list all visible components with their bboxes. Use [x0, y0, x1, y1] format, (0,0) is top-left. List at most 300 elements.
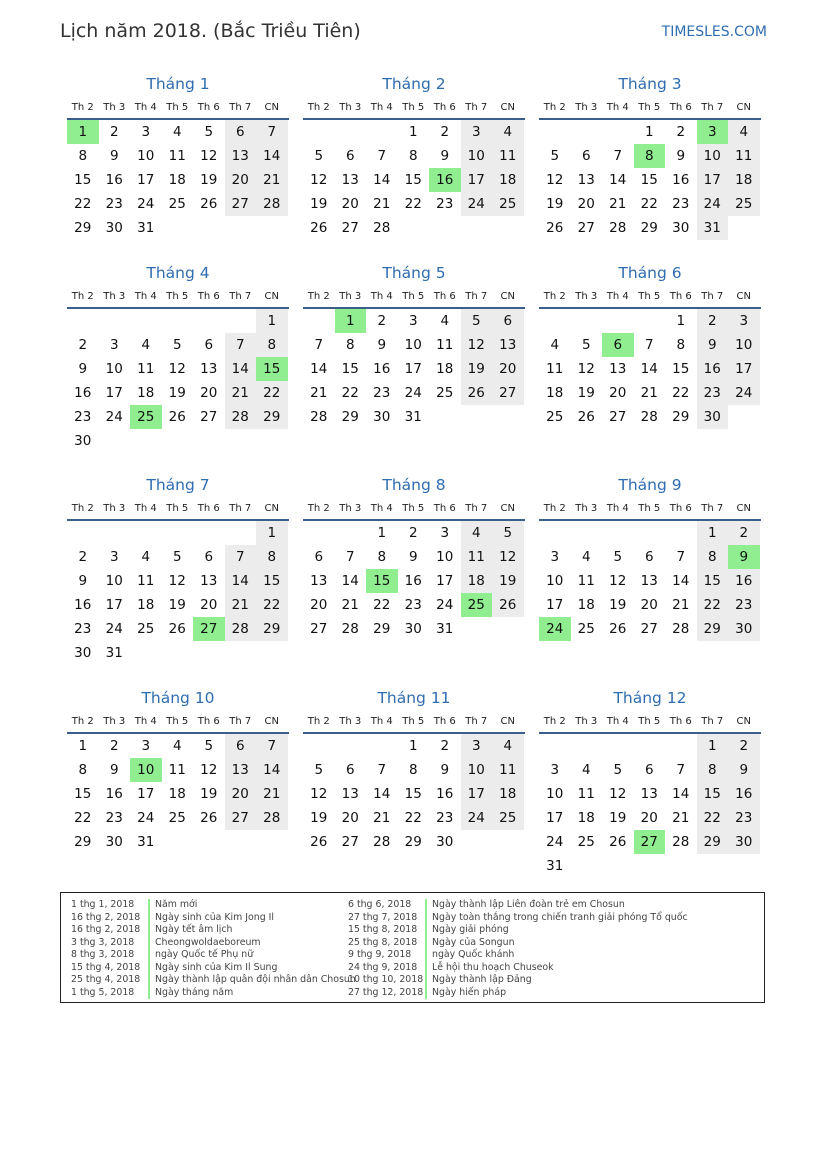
day-cell: 10	[546, 573, 564, 589]
day-cell: 5	[461, 309, 493, 333]
weekday-header	[303, 96, 525, 120]
weekday-label: Th 2	[71, 101, 94, 113]
day-cell: 24	[105, 621, 123, 637]
weekday-label: Th 7	[229, 101, 252, 113]
day-cell: 6	[644, 549, 654, 565]
holiday-marker	[425, 899, 427, 912]
week-row	[539, 617, 761, 641]
day-cell: 25	[728, 192, 760, 216]
day-cell: 23	[436, 810, 454, 826]
holiday-day-cell: 10	[130, 758, 162, 782]
holiday-column-right	[348, 899, 688, 999]
holiday-name: Ngày thành lập quân đội nhân dân Chosun	[155, 974, 356, 985]
day-cell: 11	[168, 148, 186, 164]
empty-cell	[492, 830, 524, 854]
weekday-label: Th 3	[339, 715, 362, 727]
empty-cell	[162, 521, 194, 545]
weekday-label: Th 6	[197, 715, 220, 727]
day-cell: 9	[377, 337, 387, 353]
week-row	[303, 593, 525, 617]
week-row	[539, 854, 761, 878]
day-cell: 17	[461, 782, 493, 806]
day-cell: 18	[728, 168, 760, 192]
day-cell: 28	[672, 834, 690, 850]
weekday-label: Th 7	[701, 715, 724, 727]
empty-cell	[492, 405, 524, 429]
week-row	[303, 168, 525, 192]
day-cell: 23	[728, 806, 760, 830]
weekday-label: Th 7	[701, 502, 724, 514]
day-cell: 9	[697, 333, 729, 357]
day-cell: 18	[492, 168, 524, 192]
empty-cell	[571, 120, 603, 144]
weekday-header	[303, 497, 525, 521]
day-cell: 5	[172, 337, 182, 353]
week-row	[539, 782, 761, 806]
day-cell: 28	[341, 621, 359, 637]
day-cell: 1	[697, 734, 729, 758]
day-cell: 1	[408, 124, 418, 140]
day-cell: 31	[546, 858, 564, 874]
day-cell: 19	[310, 810, 328, 826]
week-row	[67, 521, 289, 545]
week-row	[539, 806, 761, 830]
day-cell: 15	[697, 782, 729, 806]
day-cell: 5	[204, 124, 214, 140]
day-cell: 23	[105, 810, 123, 826]
holiday-entry	[71, 899, 356, 912]
weekday-label: Th 3	[103, 502, 126, 514]
weekday-header	[67, 285, 289, 309]
day-cell: 15	[74, 786, 92, 802]
holiday-date: 8 thg 3, 2018	[71, 949, 135, 960]
weekday-header	[539, 710, 761, 734]
weekday-label: Th 6	[669, 101, 692, 113]
day-cell: 16	[105, 172, 123, 188]
day-cell: 8	[697, 545, 729, 569]
empty-cell	[602, 521, 634, 545]
empty-cell	[130, 429, 162, 453]
month-title: Tháng 3	[618, 75, 682, 93]
day-cell: 18	[137, 597, 155, 613]
empty-cell	[571, 734, 603, 758]
holiday-date: 3 thg 3, 2018	[71, 936, 135, 948]
day-cell: 26	[461, 381, 493, 405]
day-cell: 7	[345, 549, 355, 565]
month-title: Tháng 7	[146, 476, 210, 494]
holiday-date: 16 thg 2, 2018	[71, 924, 141, 935]
empty-cell	[225, 429, 257, 453]
day-cell: 19	[492, 569, 524, 593]
weekday-header	[67, 96, 289, 120]
month-title: Tháng 9	[618, 476, 682, 494]
day-cell: 27	[200, 409, 218, 425]
empty-cell	[665, 521, 697, 545]
month-title: Tháng 2	[382, 75, 446, 93]
empty-cell	[728, 216, 760, 240]
empty-cell	[335, 734, 367, 758]
day-cell: 27	[640, 621, 658, 637]
day-cell: 27	[225, 192, 257, 216]
day-cell: 8	[256, 333, 288, 357]
day-cell: 1	[256, 521, 288, 545]
day-cell: 16	[74, 597, 92, 613]
weekday-header	[539, 497, 761, 521]
day-cell: 9	[78, 573, 88, 589]
weekday-label: Th 7	[465, 101, 488, 113]
empty-cell	[539, 734, 571, 758]
day-cell: 21	[256, 782, 288, 806]
empty-cell	[193, 309, 225, 333]
holiday-entry	[348, 899, 688, 912]
weekday-label: Th 6	[197, 101, 220, 113]
day-cell: 1	[408, 738, 418, 754]
day-cell: 23	[74, 409, 92, 425]
empty-cell	[366, 734, 398, 758]
week-row	[539, 521, 761, 545]
weekday-label: Th 7	[229, 715, 252, 727]
day-cell: 13	[341, 172, 359, 188]
day-cell: 26	[200, 810, 218, 826]
day-cell: 19	[310, 196, 328, 212]
day-cell: 18	[492, 782, 524, 806]
empty-cell	[634, 309, 666, 333]
day-cell: 21	[672, 810, 690, 826]
day-cell: 12	[168, 361, 186, 377]
day-cell: 10	[697, 144, 729, 168]
week-row	[303, 782, 525, 806]
week-row	[539, 593, 761, 617]
day-cell: 5	[172, 549, 182, 565]
day-cell: 22	[373, 597, 391, 613]
day-cell: 3	[461, 120, 493, 144]
day-cell: 6	[581, 148, 591, 164]
day-cell: 22	[672, 385, 690, 401]
day-cell: 29	[256, 617, 288, 641]
empty-cell	[256, 830, 288, 854]
day-cell: 22	[341, 385, 359, 401]
day-cell: 25	[492, 192, 524, 216]
day-cell: 5	[314, 148, 324, 164]
day-cell: 4	[172, 124, 182, 140]
holiday-marker	[425, 974, 427, 987]
day-cell: 24	[461, 192, 493, 216]
weekday-label: Th 7	[701, 290, 724, 302]
day-cell: 7	[314, 337, 324, 353]
day-cell: 7	[676, 549, 686, 565]
site-link[interactable]: TIMESLES.COM	[661, 24, 767, 40]
holiday-entry	[348, 937, 688, 950]
week-row	[303, 545, 525, 569]
holiday-name: Lễ hội thu hoạch Chuseok	[432, 961, 554, 973]
day-cell: 22	[74, 196, 92, 212]
holiday-day-cell: 24	[539, 617, 571, 641]
empty-cell	[130, 641, 162, 665]
month-title: Tháng 12	[613, 689, 687, 707]
empty-cell	[256, 641, 288, 665]
day-cell: 21	[373, 196, 391, 212]
empty-cell	[225, 309, 257, 333]
empty-cell	[99, 521, 131, 545]
holiday-day-cell: 6	[602, 333, 634, 357]
weekday-label: Th 2	[307, 715, 330, 727]
week-row	[67, 192, 289, 216]
day-cell: 12	[609, 573, 627, 589]
day-cell: 20	[200, 597, 218, 613]
week-row	[539, 758, 761, 782]
day-cell: 4	[581, 549, 591, 565]
day-cell: 19	[461, 357, 493, 381]
day-cell: 11	[492, 144, 524, 168]
weekday-label: Th 7	[465, 290, 488, 302]
day-cell: 20	[200, 385, 218, 401]
day-cell: 31	[137, 220, 155, 236]
empty-cell	[193, 216, 225, 240]
empty-cell	[665, 734, 697, 758]
day-cell: 2	[109, 738, 119, 754]
day-cell: 23	[436, 196, 454, 212]
day-cell: 21	[672, 597, 690, 613]
day-cell: 24	[137, 196, 155, 212]
day-cell: 20	[492, 357, 524, 381]
day-cell: 14	[341, 573, 359, 589]
day-cell: 19	[168, 385, 186, 401]
weekday-label: Th 2	[307, 290, 330, 302]
empty-cell	[335, 521, 367, 545]
empty-cell	[634, 854, 666, 878]
weekday-label: Th 6	[433, 290, 456, 302]
month-title: Tháng 8	[382, 476, 446, 494]
weekday-label: Th 4	[134, 715, 157, 727]
empty-cell	[634, 734, 666, 758]
day-cell: 12	[200, 148, 218, 164]
empty-cell	[303, 521, 335, 545]
empty-cell	[539, 120, 571, 144]
weekday-label: Th 2	[543, 715, 566, 727]
day-cell: 12	[310, 172, 328, 188]
day-cell: 16	[436, 786, 454, 802]
week-row	[303, 309, 525, 333]
day-cell: 13	[609, 361, 627, 377]
day-cell: 6	[345, 148, 355, 164]
day-cell: 6	[644, 762, 654, 778]
empty-cell	[366, 120, 398, 144]
week-row	[539, 144, 761, 168]
day-cell: 5	[492, 521, 524, 545]
day-cell: 10	[461, 758, 493, 782]
day-cell: 4	[141, 549, 151, 565]
day-cell: 3	[141, 124, 151, 140]
holiday-date: 16 thg 2, 2018	[71, 911, 141, 923]
month-title: Tháng 11	[377, 689, 451, 707]
day-cell: 17	[105, 385, 123, 401]
day-cell: 4	[492, 734, 524, 758]
week-row	[303, 333, 525, 357]
weekday-label: CN	[500, 101, 515, 113]
weekday-label: Th 5	[166, 502, 189, 514]
day-cell: 10	[105, 573, 123, 589]
day-cell: 4	[492, 120, 524, 144]
day-cell: 29	[373, 621, 391, 637]
day-cell: 3	[440, 525, 450, 541]
day-cell: 12	[577, 361, 595, 377]
day-cell: 24	[404, 385, 422, 401]
holiday-entry	[71, 987, 356, 1000]
week-row	[67, 758, 289, 782]
day-cell: 20	[225, 168, 257, 192]
week-row	[67, 216, 289, 240]
day-cell: 2	[78, 337, 88, 353]
day-cell: 31	[137, 834, 155, 850]
day-cell: 6	[492, 309, 524, 333]
holiday-day-cell: 1	[67, 120, 99, 144]
day-cell: 19	[546, 196, 564, 212]
empty-cell	[728, 405, 760, 429]
empty-cell	[571, 521, 603, 545]
weekday-header	[539, 96, 761, 120]
holiday-entry	[348, 987, 688, 1000]
day-cell: 19	[168, 597, 186, 613]
week-row	[303, 617, 525, 641]
day-cell: 19	[577, 385, 595, 401]
holiday-day-cell: 9	[728, 545, 760, 569]
weekday-label: Th 2	[71, 502, 94, 514]
week-row	[303, 120, 525, 144]
day-cell: 28	[256, 192, 288, 216]
empty-cell	[193, 641, 225, 665]
week-row	[67, 593, 289, 617]
weekday-label: Th 7	[701, 101, 724, 113]
day-cell: 20	[577, 196, 595, 212]
empty-cell	[193, 830, 225, 854]
weekday-label: Th 4	[370, 715, 393, 727]
weekday-label: CN	[264, 502, 279, 514]
day-cell: 26	[168, 409, 186, 425]
day-cell: 19	[609, 597, 627, 613]
day-cell: 19	[200, 172, 218, 188]
day-cell: 13	[200, 573, 218, 589]
day-cell: 26	[609, 834, 627, 850]
holiday-name: Ngày sinh của Kim Jong Il	[155, 911, 275, 923]
empty-cell	[602, 309, 634, 333]
day-cell: 30	[728, 617, 760, 641]
day-cell: 13	[200, 361, 218, 377]
day-cell: 24	[105, 409, 123, 425]
week-row	[539, 405, 761, 429]
weekday-label: Th 2	[543, 101, 566, 113]
week-row	[67, 144, 289, 168]
holiday-list	[60, 892, 765, 1003]
day-cell: 25	[546, 409, 564, 425]
holiday-marker	[425, 912, 427, 925]
empty-cell	[539, 309, 571, 333]
weekday-label: Th 3	[575, 502, 598, 514]
day-cell: 25	[168, 810, 186, 826]
day-cell: 17	[461, 168, 493, 192]
day-cell: 23	[404, 597, 422, 613]
day-cell: 14	[609, 172, 627, 188]
day-cell: 29	[404, 834, 422, 850]
day-cell: 21	[373, 810, 391, 826]
day-cell: 29	[74, 834, 92, 850]
day-cell: 27	[225, 806, 257, 830]
day-cell: 28	[225, 405, 257, 429]
day-cell: 9	[408, 549, 418, 565]
day-cell: 29	[697, 617, 729, 641]
day-cell: 15	[404, 786, 422, 802]
holiday-marker	[148, 962, 150, 975]
month-title: Tháng 4	[146, 264, 210, 282]
week-row	[67, 357, 289, 381]
day-cell: 30	[105, 220, 123, 236]
day-cell: 10	[728, 333, 760, 357]
weekday-label: Th 5	[166, 290, 189, 302]
holiday-column-left	[71, 899, 356, 999]
month-11	[303, 686, 525, 854]
day-cell: 1	[644, 124, 654, 140]
day-cell: 7	[377, 148, 387, 164]
empty-cell	[162, 830, 194, 854]
day-cell: 16	[697, 357, 729, 381]
holiday-day-cell: 25	[130, 405, 162, 429]
day-cell: 2	[728, 521, 760, 545]
holiday-day-cell: 27	[193, 617, 225, 641]
week-row	[67, 734, 289, 758]
empty-cell	[130, 309, 162, 333]
weekday-label: Th 5	[638, 101, 661, 113]
empty-cell	[492, 216, 524, 240]
day-cell: 15	[341, 361, 359, 377]
day-cell: 16	[74, 385, 92, 401]
day-cell: 7	[377, 762, 387, 778]
week-row	[539, 830, 761, 854]
day-cell: 15	[404, 172, 422, 188]
day-cell: 12	[492, 545, 524, 569]
day-cell: 18	[168, 786, 186, 802]
holiday-marker	[425, 924, 427, 937]
day-cell: 24	[546, 834, 564, 850]
weekday-label: Th 6	[433, 101, 456, 113]
month-10	[67, 686, 289, 854]
day-cell: 20	[310, 597, 328, 613]
day-cell: 8	[78, 762, 88, 778]
holiday-name: Ngày thành lập Liên đoàn trẻ em Chosun	[432, 899, 625, 910]
day-cell: 26	[310, 220, 328, 236]
empty-cell	[67, 521, 99, 545]
day-cell: 11	[461, 545, 493, 569]
day-cell: 7	[256, 120, 288, 144]
day-cell: 7	[676, 762, 686, 778]
day-cell: 11	[137, 573, 155, 589]
day-cell: 8	[256, 545, 288, 569]
holiday-marker	[425, 962, 427, 975]
day-cell: 20	[341, 810, 359, 826]
day-cell: 30	[74, 645, 92, 661]
day-cell: 20	[341, 196, 359, 212]
week-row	[303, 569, 525, 593]
week-row	[303, 806, 525, 830]
day-cell: 11	[577, 786, 595, 802]
day-cell: 28	[609, 220, 627, 236]
week-row	[539, 734, 761, 758]
month-title: Tháng 5	[382, 264, 446, 282]
day-cell: 23	[728, 593, 760, 617]
weekday-label: Th 4	[134, 101, 157, 113]
weekday-label: Th 3	[339, 502, 362, 514]
weekday-label: CN	[736, 715, 751, 727]
day-cell: 31	[697, 216, 729, 240]
month-title: Tháng 10	[141, 689, 215, 707]
